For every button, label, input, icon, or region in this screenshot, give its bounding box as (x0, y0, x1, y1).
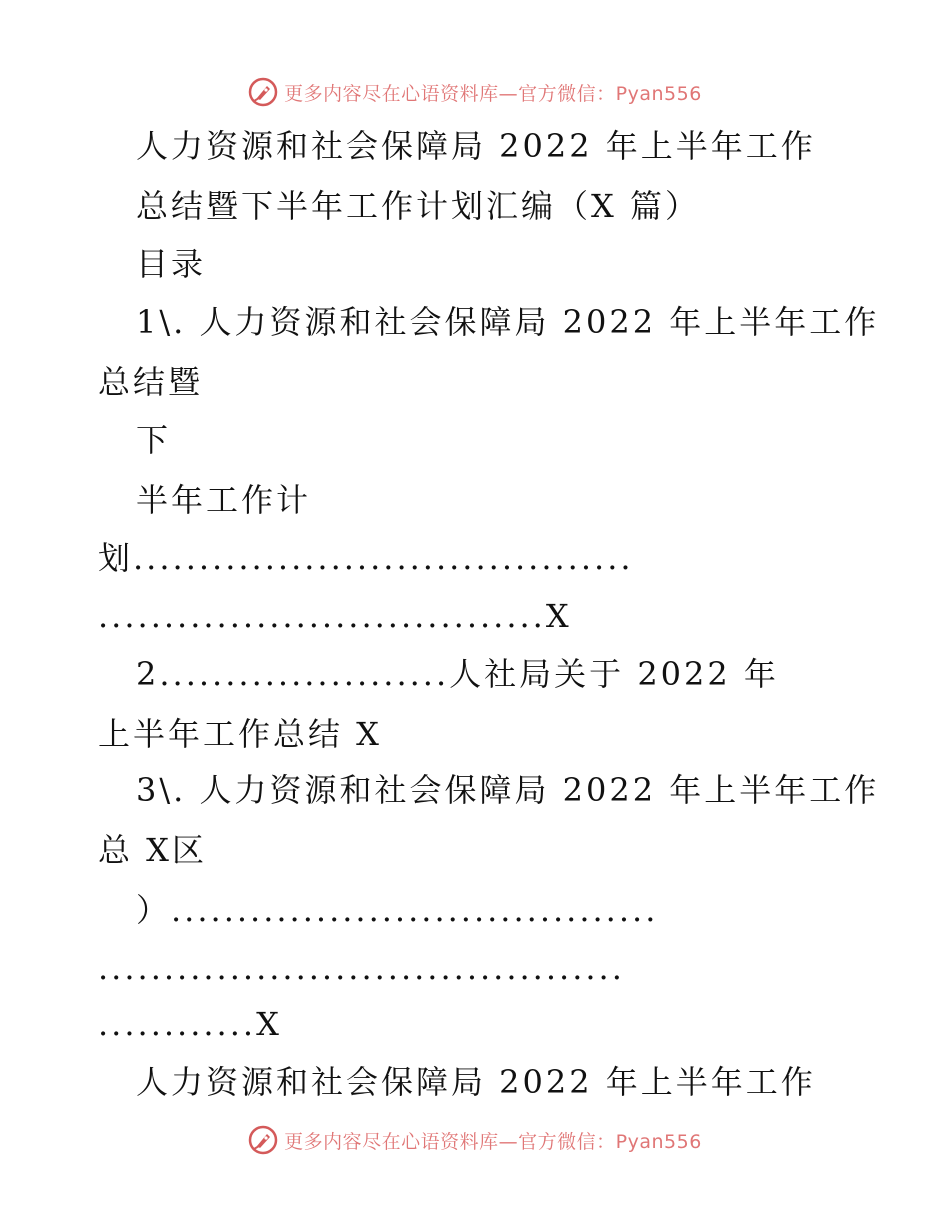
doc-title-line-2: 总结暨下半年工作计划汇编（X 篇） (136, 187, 700, 225)
toc-entry-2-line-1: 2......................人社局关于 2022 年 (136, 655, 779, 693)
toc-entry-1-line-1: 1\. 人力资源和社会保障局 2022 年上半年工作 (136, 303, 880, 341)
toc-entry-3-leader-3: ............X (98, 1005, 282, 1043)
toc-entry-2-line-2: 上半年工作总结 X (98, 715, 382, 753)
toc-entry-3-leader-1: ）..................................... (136, 891, 659, 929)
toc-entry-3-leader-2: ........................................ (98, 949, 625, 987)
body-heading: 人力资源和社会保障局 2022 年上半年工作 (136, 1063, 816, 1101)
toc-entry-1-leader-2: ..................................X (98, 597, 572, 635)
toc-entry-3-line-2: 总 X区 (98, 831, 207, 869)
header-watermark-banner (0, 72, 950, 112)
watermark-text: 更多内容尽在心语资料库—官方微信：Pyan556 (284, 1130, 702, 1153)
toc-entry-1-leader-1: 划...................................... (98, 539, 634, 577)
pen-nib-logo-icon (248, 77, 278, 107)
footer-watermark-banner (0, 1120, 950, 1160)
pen-nib-logo-icon (248, 1125, 278, 1155)
doc-title-line-1: 人力资源和社会保障局 2022 年上半年工作 (136, 127, 816, 165)
toc-entry-1-line-3: 下 (136, 421, 172, 459)
toc-entry-1-line-4: 半年工作计 (136, 481, 312, 519)
toc-entry-3-line-1: 3\. 人力资源和社会保障局 2022 年上半年工作 (136, 771, 880, 809)
toc-entry-1-line-2: 总结暨 (98, 363, 204, 401)
toc-heading: 目录 (136, 245, 207, 283)
watermark-text: 更多内容尽在心语资料库—官方微信：Pyan556 (284, 82, 702, 105)
